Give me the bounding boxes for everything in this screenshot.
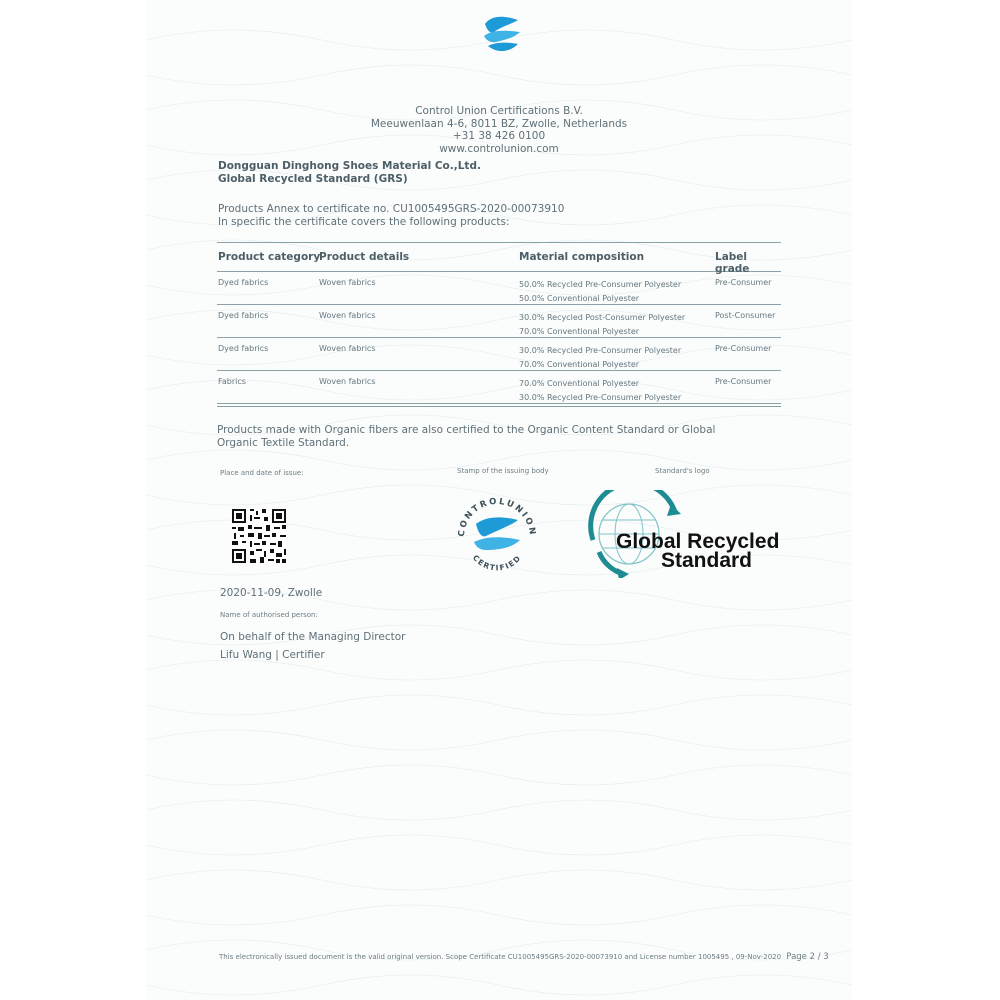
stamp-arc-top-text: CONTROLUNION bbox=[456, 496, 538, 538]
cell-material-2: 30.0% Recycled Pre-Consumer Polyester bbox=[519, 393, 682, 402]
on-behalf-line: On behalf of the Managing Director bbox=[220, 631, 406, 643]
cell-details: Woven fabrics bbox=[319, 344, 376, 353]
cell-details: Woven fabrics bbox=[319, 377, 376, 386]
control-union-logo-icon bbox=[480, 12, 524, 56]
issuer-name: Control Union Certifications B.V. bbox=[415, 105, 583, 117]
table-row bbox=[217, 272, 781, 305]
table-row bbox=[217, 371, 781, 404]
cell-material-2: 70.0% Conventional Polyester bbox=[519, 327, 640, 336]
cell-material-1: 70.0% Conventional Polyester bbox=[519, 379, 640, 388]
stamp-wave-icon bbox=[474, 517, 520, 550]
cell-grade: Post-Consumer bbox=[715, 311, 776, 320]
client-block bbox=[218, 160, 481, 186]
stamp-label: Stamp of the issuing body bbox=[457, 467, 549, 475]
cell-category: Fabrics bbox=[218, 377, 246, 386]
cell-details: Woven fabrics bbox=[319, 311, 376, 320]
products-table bbox=[217, 242, 781, 407]
certificate-page bbox=[146, 0, 852, 1000]
cell-material-1: 50.0% Recycled Pre-Consumer Polyester bbox=[519, 280, 682, 289]
grs-logo-line2: Standard bbox=[661, 549, 753, 572]
page-number: Page 2 / 3 bbox=[786, 952, 829, 962]
client-standard: Global Recycled Standard (GRS) bbox=[218, 173, 408, 185]
cell-details: Woven fabrics bbox=[319, 278, 376, 287]
cell-material-2: 50.0% Conventional Polyester bbox=[519, 294, 640, 303]
svg-text:CONTROLUNION bbox=[457, 497, 537, 538]
table-closing-rule bbox=[217, 404, 781, 407]
cell-grade: Pre-Consumer bbox=[715, 344, 772, 353]
annex-scope-line: In specific the certificate covers the following products: bbox=[218, 216, 510, 228]
place-date-label: Place and date of issue: bbox=[220, 469, 304, 477]
table-row bbox=[217, 338, 781, 371]
cell-category: Dyed fabrics bbox=[218, 311, 269, 320]
footer bbox=[219, 952, 829, 962]
stamp-arc-bottom-text: CERTIFIED bbox=[470, 553, 524, 573]
cell-category: Dyed fabrics bbox=[218, 278, 269, 287]
cell-material-2: 70.0% Conventional Polyester bbox=[519, 360, 640, 369]
table-header bbox=[217, 242, 781, 275]
issuer-address-block bbox=[146, 105, 852, 155]
annex-certificate-line: Products Annex to certificate no. CU1005495GRS-2020-00073910 bbox=[218, 203, 565, 215]
annex-intro bbox=[218, 203, 564, 229]
grs-logo-line1: Global Recycled bbox=[616, 530, 779, 553]
issuer-phone: +31 38 426 0100 bbox=[452, 130, 546, 142]
qr-code-icon[interactable] bbox=[232, 509, 286, 563]
table-row bbox=[217, 305, 781, 338]
header-product-details: Product details bbox=[319, 251, 410, 263]
header-product-category: Product category bbox=[218, 251, 321, 263]
global-recycled-standard-logo bbox=[583, 490, 779, 578]
footer-validity-text: This electronically issued document is the valid original version. Scope Certificate CU1005495GRS-2020-00073910 and License number 1005495 , 09-Nov-2020 bbox=[219, 953, 782, 961]
issue-date-place: 2020-11-09, Zwolle bbox=[220, 587, 323, 599]
certifier-name: Lifu Wang | Certifier bbox=[220, 649, 325, 661]
client-company: Dongguan Dinghong Shoes Material Co.,Ltd. bbox=[218, 160, 481, 172]
cell-category: Dyed fabrics bbox=[218, 344, 269, 353]
cell-material-1: 30.0% Recycled Post-Consumer Polyester bbox=[519, 313, 686, 322]
cell-grade: Pre-Consumer bbox=[715, 278, 772, 287]
organic-note: Products made with Organic fibers are also certified to the Organic Content Standard or Global Organic Textile Standard. bbox=[217, 424, 716, 449]
issuer-address: Meeuwenlaan 4-6, 8011 BZ, Zwolle, Netherlands bbox=[370, 117, 628, 130]
control-union-certified-stamp bbox=[450, 490, 544, 584]
standard-logo-label: Standard's logo bbox=[655, 467, 710, 475]
issuer-website: www.controlunion.com bbox=[439, 142, 559, 155]
cell-material-1: 30.0% Recycled Pre-Consumer Polyester bbox=[519, 346, 682, 355]
svg-text:CERTIFIED bbox=[471, 553, 523, 572]
authorised-person-label: Name of authorised person: bbox=[220, 611, 318, 619]
header-material-composition: Material composition bbox=[519, 251, 645, 263]
header-label-grade: Label grade bbox=[715, 251, 750, 275]
cell-grade: Pre-Consumer bbox=[715, 377, 772, 386]
